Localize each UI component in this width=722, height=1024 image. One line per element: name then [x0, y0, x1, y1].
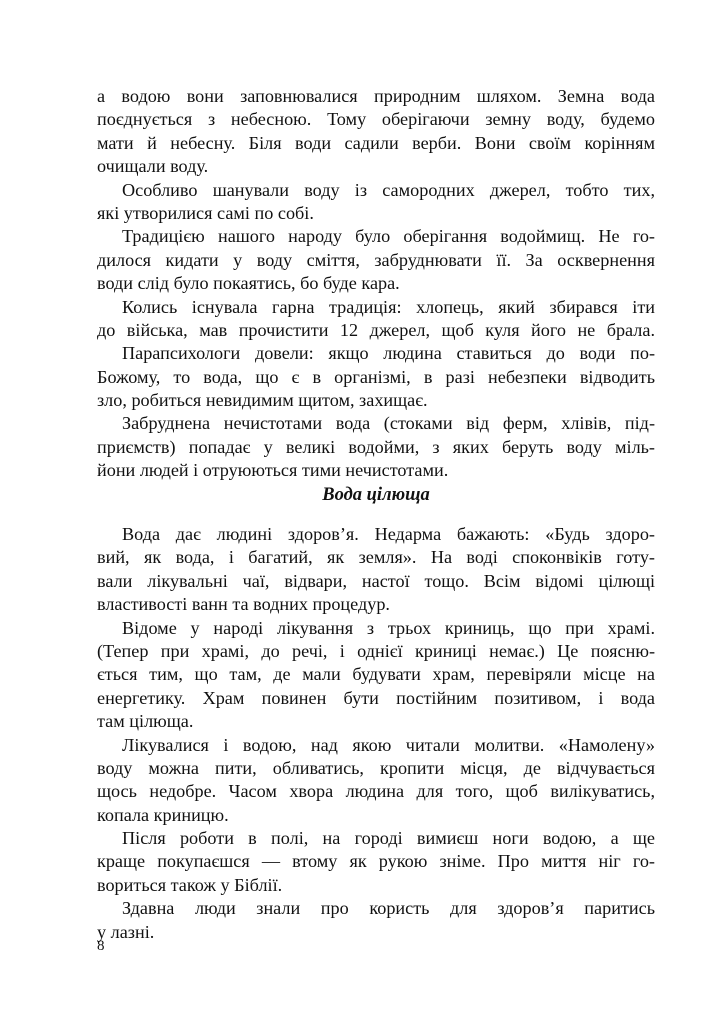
- text-line: зло, робиться невидимим щитом, захищає.: [97, 390, 428, 411]
- text-line: краще покупаєшся — втому як рукою зніме. Про миття ніг го-: [97, 851, 655, 872]
- text-line: Божому, то вода, що є в організмі, в разі небезпеки відводить: [97, 366, 655, 387]
- text-line: води слід було покаятись, бо буде кара.: [97, 273, 400, 294]
- section-heading: Вода цілюща: [322, 485, 430, 505]
- text-line: йони людей і отруюються тими нечистотами.: [97, 460, 449, 481]
- text-line: приємств) попадає у великі водойми, з яких беруть воду міль-: [97, 436, 655, 457]
- text-line: вий, як вода, і багатий, як земля». На воді споконвіків готу-: [97, 547, 655, 568]
- text-line: Особливо шанували воду із самородних джерел, тобто тих,: [122, 179, 655, 200]
- text-line: вали лікувальні чаї, відвари, настої тощо. Всім відомі цілющі: [97, 570, 655, 591]
- text-line: копала криницю.: [97, 804, 229, 825]
- paragraphs-after-heading: [97, 523, 655, 944]
- text-line: у лазні.: [97, 921, 155, 942]
- text-line: енергетику. Храм повинен бути постійним позитивом, і вода: [97, 687, 655, 708]
- text-line: дилося кидати у воду сміття, забруднювати її. За осквернення: [97, 249, 655, 270]
- text-line: а водою вони заповнювалися природним шляхом. Земна вода: [97, 86, 655, 106]
- text-line: вориться також у Біблії.: [97, 874, 283, 895]
- text-line: Відоме у народі лікування з трьох криниць, що при храмі.: [122, 617, 655, 638]
- text-line: Вода дає людині здоров’я. Недарма бажають: «Будь здоро-: [122, 524, 655, 544]
- page-number: 8: [97, 938, 105, 954]
- text-line: Парапсихологи довели: якщо людина ставиться до води по-: [122, 343, 655, 364]
- text-line: Традицією нашого народу було оберігання водоймищ. Не го-: [122, 226, 655, 247]
- text-line: ється тим, що там, де мали будувати храм, перевіряли місце на: [97, 664, 655, 685]
- text-line: очищали воду.: [97, 156, 209, 177]
- text-line: там цілюща.: [97, 711, 194, 732]
- text-line: Після роботи в полі, на городі вимиєш ноги водою, а ще: [122, 828, 655, 849]
- text-line: щось недобре. Часом хвора людина для того, щоб вилікуватись,: [97, 781, 655, 802]
- text-line: Здавна люди знали про користь для здоров’я паритись: [122, 898, 655, 919]
- text-line: воду можна пити, обливатись, кропити місця, де відчувається: [97, 757, 655, 778]
- text-line: Забруднена нечистотами вода (стоками від ферм, хлівів, під-: [122, 413, 655, 434]
- text-line: властивості ванн та водних процедур.: [97, 594, 390, 615]
- text-line: які утворилися самі по собі.: [97, 202, 314, 223]
- paragraphs-before-heading: [97, 85, 655, 483]
- text-line: Лікувалися і водою, над якою читали молитви. «Намолену»: [122, 734, 655, 755]
- text-line: (Тепер при храмі, до речі, і однієї криниці немає.) Це поясню-: [97, 640, 655, 661]
- text-line: до війська, мав прочистити 12 джерел, щоб куля його не брала.: [97, 319, 655, 340]
- text-line: мати й небесну. Біля води садили верби. Вони своїм корінням: [97, 132, 655, 153]
- text-line: Колись існувала гарна традиція: хлопець, який збирався іти: [122, 296, 655, 317]
- text-line: поєднується з небесною. Тому оберігаючи земну воду, будемо: [97, 109, 655, 130]
